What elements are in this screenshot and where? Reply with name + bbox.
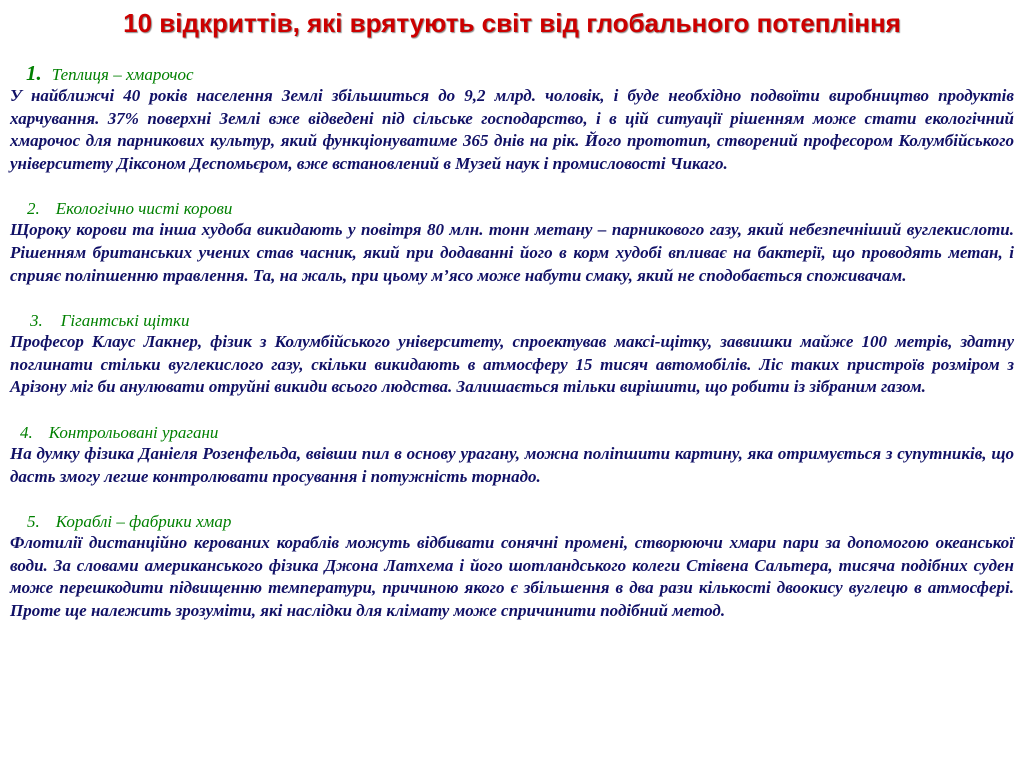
- section-heading: [10, 310, 1014, 331]
- slide-content: [10, 63, 1014, 646]
- section-body: Професор Клаус Лакнер, фізик з Колумбійського університету, спроектував максі-щітку, заввишки майже 100 метрів, здатну поглинати стільки вуглекислого газу, скільки викидають в атмосферу 15 тисяч автомобілів. Ліс таких пристроїв розміром з Арізону міг би анулювати отруйні викиди всього людства. Залишається тільки вирішити, що робити із зібраним газом.: [10, 332, 1014, 397]
- section-number: 2.: [27, 199, 40, 219]
- section-heading: [10, 511, 1014, 532]
- section-eco-cows: [10, 198, 1014, 287]
- section-heading-label: Контрольовані урагани: [48, 422, 219, 442]
- section-body: У найближчі 40 років населення Землі збільшиться до 9,2 млрд. чоловік, і буде необхідно подвоїти виробництво продуктів харчування. 37% поверхні Землі вже відведені під сільське господарство, і в цій ситуації рішенням може стати екологічний хмарочос для парникових культур, який функціонуватиме 365 днів на рік. Його прототип, створений професором Колумбійського університету Діксоном Деспомьєром, вже встановлений в Музей наук і промисловості Чикаго.: [10, 86, 1014, 173]
- section-body: На думку фізика Даніеля Розенфельда, ввівши пил в основу урагану, можна поліпшити картину, яка отримується з супутників, що дасть змогу легше контролювати просування і потужність торнадо.: [10, 443, 1014, 486]
- section-heading: [10, 422, 1014, 443]
- section-heading: [10, 63, 1014, 85]
- section-body: Флотилії дистанційно керованих кораблів можуть відбивати сонячні промені, створюючи хмари пари за допомогою океанської води. За словами американського фізика Джона Латхема і його шотландського колеги Стівена Сальтера, тисяча подібних суден може перешкодити підвищенню температури, причиною якого є збільшення в два рази кількості двоокису вуглецю в атмосфері. Проте ще належить зрозуміти, які наслідки для клімату може спричинити подібний метод.: [10, 533, 1014, 620]
- section-greenhouse-skyscraper: [10, 63, 1014, 175]
- section-number: 5.: [27, 512, 40, 532]
- slide-title: 10 відкриттів, які врятують світ від глобального потепління: [123, 8, 901, 38]
- section-heading-label: Кораблі – фабрики хмар: [55, 512, 232, 532]
- section-number: 3.: [30, 311, 43, 331]
- section-cloud-ships: [10, 511, 1014, 622]
- section-heading-label: Екологічно чисті корови: [55, 199, 233, 219]
- section-giant-brushes: [10, 310, 1014, 399]
- section-heading-label: Гігантські щітки: [60, 311, 190, 331]
- section-heading: [10, 198, 1014, 219]
- section-number: 4.: [20, 422, 33, 442]
- section-body: Щороку корови та інша худоба викидають у повітря 80 млн. тонн метану – парникового газу, який небезпечніший вуглекислоти. Рішенням британських учених став часник, який при додаванні його в корм худобі впливає на бактерії, що проводять метан, і сприяє поліпшенню травлення. Та, на жаль, при цьому м’ясо може набути смаку, який не сподобається споживачам.: [10, 220, 1014, 285]
- section-number: 1.: [26, 61, 42, 85]
- section-heading-label: Теплиця – хмарочос: [51, 65, 194, 84]
- section-controlled-hurricanes: [10, 422, 1014, 488]
